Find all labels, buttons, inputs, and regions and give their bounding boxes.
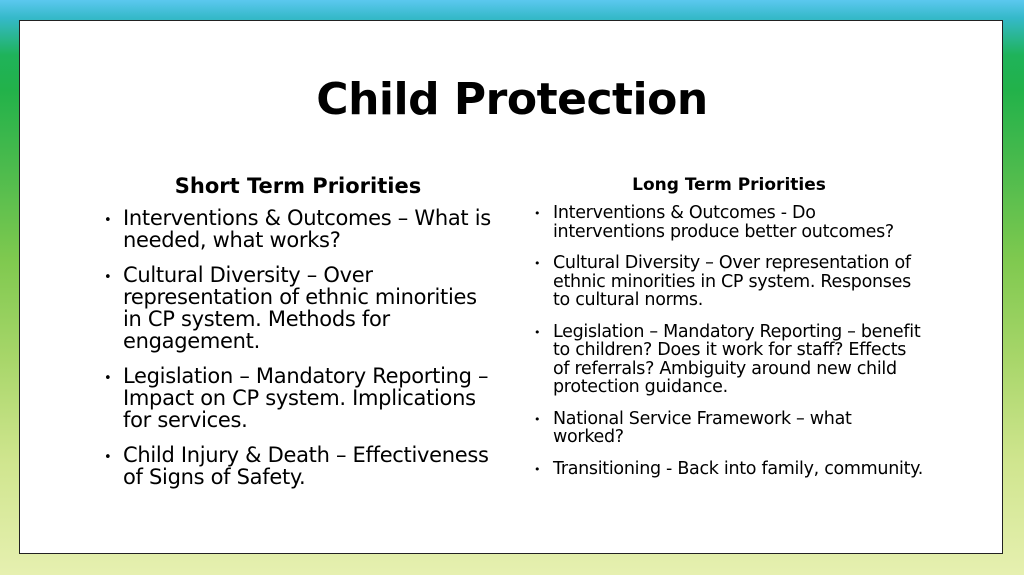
list-item-text: Legislation – Mandatory Reporting – benefit to children? Does it work for staff? Effects of referrals? Ambiguity around new child protection guidance. (553, 321, 921, 397)
list-item (104, 264, 492, 352)
list-item-text: Cultural Diversity – Over representation of ethnic minorities in CP system. Methods for engagement. (123, 263, 477, 353)
slide-title: Child Protection (316, 74, 708, 125)
list-item (534, 323, 924, 397)
list-item (534, 410, 924, 447)
long-term-heading: Long Term Priorities (632, 175, 826, 195)
bullet-icon: • (534, 325, 541, 339)
list-item-text: Child Injury & Death – Effectiveness of Signs of Safety. (123, 443, 489, 489)
list-item-text: Interventions & Outcomes – What is needed, what works? (123, 206, 491, 252)
short-term-list (104, 207, 492, 488)
short-term-heading: Short Term Priorities (174, 174, 422, 198)
long-term-column (534, 174, 924, 491)
bullet-icon: • (534, 462, 541, 476)
list-item-text: National Service Framework – what worked? (553, 408, 852, 447)
bullet-icon: • (104, 213, 112, 228)
list-item-text: Cultural Diversity – Over representation of ethnic minorities in CP system. Responses to cultural norms. (553, 253, 911, 310)
bullet-icon: • (534, 412, 541, 426)
bullet-icon: • (534, 257, 541, 270)
list-item-text: Transitioning - Back into family, community. (553, 458, 923, 479)
list-item (104, 444, 492, 488)
bullet-icon: • (104, 371, 112, 386)
list-item (534, 254, 924, 310)
list-item (104, 365, 492, 431)
short-term-column (104, 173, 492, 501)
list-item-text: Interventions & Outcomes - Do interventions produce better outcomes? (553, 203, 894, 242)
long-term-list (534, 204, 924, 478)
bullet-icon: • (534, 207, 541, 220)
list-item (534, 460, 924, 479)
bullet-icon: • (104, 450, 112, 465)
bullet-icon: • (104, 270, 112, 285)
list-item (104, 207, 492, 251)
list-item-text: Legislation – Mandatory Reporting – Impact on CP system. Implications for services. (123, 364, 489, 432)
list-item (534, 204, 924, 241)
